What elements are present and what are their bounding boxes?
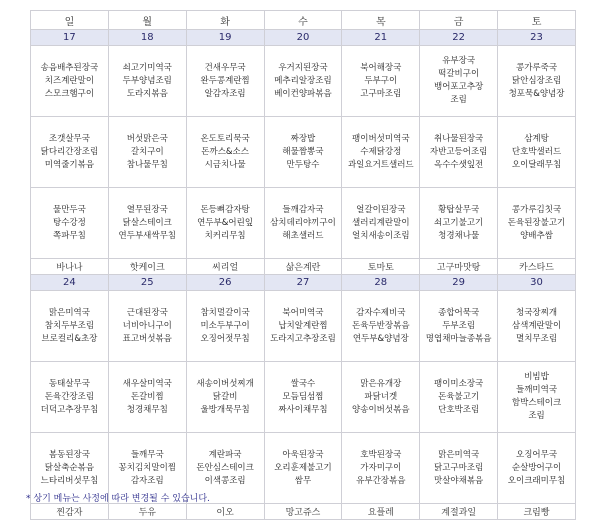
menu-item: 갈치구이 xyxy=(130,146,164,157)
meal-cell xyxy=(264,46,342,117)
meal-calendar xyxy=(30,10,576,520)
dessert-cell: 토마토 xyxy=(342,259,420,275)
meal-row xyxy=(31,291,576,362)
menu-item: 돈육간장조림 xyxy=(44,391,95,402)
menu-item: 완두콩계란찜 xyxy=(200,75,250,86)
meal-cell xyxy=(498,117,576,188)
menu-item: 삼계탕 xyxy=(524,133,549,144)
meal-cell xyxy=(420,362,498,433)
menu-item: 돈안심스테이크 xyxy=(196,462,254,473)
date-row xyxy=(31,275,576,291)
weekday-wed: 수 xyxy=(264,11,342,30)
menu-item: 참치두부조림 xyxy=(44,320,95,331)
menu-item: 오리훈제불고기 xyxy=(274,462,332,473)
menu-item: 치즈계란말이 xyxy=(44,75,95,86)
menu-item: 북어해장국 xyxy=(360,62,402,73)
meal-cell xyxy=(264,433,342,504)
meal-cell xyxy=(420,46,498,117)
meal-cell xyxy=(186,46,264,117)
menu-item: 오징어무국 xyxy=(516,449,558,460)
menu-item: 미소두부구이 xyxy=(200,320,250,331)
meal-cell xyxy=(342,117,420,188)
menu-item: 뱅어포고추장 xyxy=(434,82,484,92)
date-cell: 23 xyxy=(498,30,576,46)
menu-item: 송음배추된장국 xyxy=(40,62,99,73)
menu-item: 닭갈비 xyxy=(212,391,238,402)
meal-cell xyxy=(31,362,109,433)
meal-cell xyxy=(186,362,264,433)
date-cell: 29 xyxy=(420,275,498,291)
menu-item: 표고버섯볶음 xyxy=(122,333,172,344)
menu-item: 양송이버섯볶음 xyxy=(352,404,410,415)
menu-item: 콩가루죽국 xyxy=(516,62,558,73)
menu-item: 도라지고추장조림 xyxy=(270,333,336,344)
menu-item: 비빔밥 xyxy=(524,372,549,382)
dessert-cell: 망고쥬스 xyxy=(264,504,342,520)
meal-cell xyxy=(498,291,576,362)
meal-cell xyxy=(420,291,498,362)
menu-item: 도라지볶음 xyxy=(126,88,168,99)
menu-item: 닭다리간장조림 xyxy=(40,146,99,157)
menu-item: 명엽채마늘종볶음 xyxy=(425,333,492,344)
meal-cell xyxy=(31,188,109,259)
meal-cell xyxy=(342,188,420,259)
menu-item: 들깨미역국 xyxy=(516,385,558,395)
menu-item: 울방개묵무침 xyxy=(200,404,250,415)
meal-cell xyxy=(498,433,576,504)
menu-item: 돈육두반장볶음 xyxy=(352,320,410,331)
weekday-tue: 화 xyxy=(186,11,264,30)
meal-cell xyxy=(342,362,420,433)
dessert-cell: 계절과일 xyxy=(420,504,498,520)
menu-item: 수제닭강정 xyxy=(360,146,402,157)
menu-item: 팽이버섯미역국 xyxy=(352,133,410,144)
menu-item: 쇠고기미역국 xyxy=(122,62,172,73)
menu-item: 샐러리계란말이 xyxy=(352,217,410,228)
date-cell: 22 xyxy=(420,30,498,46)
menu-item: 유부장국 xyxy=(442,56,476,66)
menu-item: 맛살야채볶음 xyxy=(434,475,484,486)
weekday-header-row xyxy=(31,11,576,30)
menu-item: 옥수수샛잎전 xyxy=(434,159,484,170)
menu-item: 너비아니구이 xyxy=(122,320,172,331)
menu-item: 만두탕수 xyxy=(286,159,320,170)
menu-item: 꽁치김치말이찜 xyxy=(118,462,176,473)
menu-item: 치커리무침 xyxy=(204,230,246,241)
menu-item: 오이달래무침 xyxy=(511,159,562,170)
menu-item: 청경채무침 xyxy=(126,404,168,415)
date-cell: 28 xyxy=(342,275,420,291)
meal-cell xyxy=(186,291,264,362)
menu-item: 이색콩조림 xyxy=(204,475,246,486)
date-cell: 25 xyxy=(108,275,186,291)
menu-item: 베이컨양파볶음 xyxy=(274,88,332,99)
dessert-cell: 바나나 xyxy=(31,259,109,275)
menu-item: 청포묵&양념장 xyxy=(508,88,565,99)
menu-item: 팽이미소장국 xyxy=(434,378,484,389)
menu-item: 참나물무침 xyxy=(126,159,168,170)
meal-cell xyxy=(498,188,576,259)
meal-cell xyxy=(31,46,109,117)
meal-cell xyxy=(264,362,342,433)
date-cell: 24 xyxy=(31,275,109,291)
menu-item: 물만두국 xyxy=(52,204,86,215)
meal-cell xyxy=(264,117,342,188)
dessert-cell: 찐감자 xyxy=(31,504,109,520)
menu-item: 버섯맑은국 xyxy=(126,133,168,144)
calendar-table xyxy=(30,10,576,520)
menu-item: 쪽파무침 xyxy=(52,230,86,241)
menu-item: 짜장밥 xyxy=(290,133,316,144)
menu-item: 황탑살무국 xyxy=(438,204,480,215)
dessert-cell: 두유 xyxy=(108,504,186,520)
menu-item: 청국장찌개 xyxy=(516,307,558,318)
dessert-cell: 카스타드 xyxy=(498,259,576,275)
menu-item: 닭안심장조림 xyxy=(511,75,562,86)
meal-cell xyxy=(31,291,109,362)
menu-item: 북어미역국 xyxy=(282,307,324,318)
menu-item: 해초샐러드 xyxy=(282,230,324,241)
menu-item: 들깨감자국 xyxy=(282,204,324,215)
menu-item: 참치멀갈이국 xyxy=(200,307,250,318)
menu-item: 브로컬리&초장 xyxy=(41,333,98,344)
menu-item: 닭살스테이크 xyxy=(122,217,172,228)
menu-item: 떡갈비구이 xyxy=(438,69,480,79)
meal-cell xyxy=(186,117,264,188)
menu-item: 닭고구마조림 xyxy=(434,462,484,473)
menu-item: 종합어묵국 xyxy=(438,307,480,318)
menu-change-note xyxy=(26,491,210,504)
menu-item: 감자조림 xyxy=(130,475,164,486)
menu-item: 두부구이 xyxy=(364,75,398,86)
menu-item: 우거지된장국 xyxy=(278,62,328,73)
menu-item: 건새우무국 xyxy=(204,62,246,73)
menu-item: 맑은미역국 xyxy=(48,307,90,318)
menu-item: 돈육불고기 xyxy=(438,391,480,402)
menu-item: 삼색계란말이 xyxy=(511,320,562,331)
menu-item: 감자수제비국 xyxy=(356,307,406,318)
menu-item: 순살방어구이 xyxy=(511,462,562,473)
meal-cell xyxy=(498,46,576,117)
menu-item: 호박된장국 xyxy=(360,449,402,460)
dessert-cell: 크림빵 xyxy=(498,504,576,520)
meal-row xyxy=(31,117,576,188)
menu-item: 탕수강정 xyxy=(52,217,86,228)
meal-cell xyxy=(108,362,186,433)
meal-cell xyxy=(498,362,576,433)
dessert-cell: 핫케이크 xyxy=(108,259,186,275)
meal-row xyxy=(31,188,576,259)
menu-item: 멸치무조림 xyxy=(516,333,558,344)
menu-item: 돈육된장불고기 xyxy=(507,217,566,228)
meal-cell xyxy=(186,188,264,259)
menu-item: 연두부&어린잎 xyxy=(197,217,254,228)
menu-item: 근대된장국 xyxy=(126,307,168,318)
dessert-cell: 고구마맛탕 xyxy=(420,259,498,275)
weekday-sat: 토 xyxy=(498,11,576,30)
meal-cell xyxy=(31,117,109,188)
menu-item: 쌈무 xyxy=(294,475,312,486)
menu-item: 알감자조림 xyxy=(204,88,246,99)
date-row xyxy=(31,30,576,46)
meal-row xyxy=(31,46,576,117)
menu-item: 콩가루김칫국 xyxy=(511,204,562,215)
menu-item: 아욱된장국 xyxy=(282,449,324,460)
dessert-cell: 요플레 xyxy=(342,504,420,520)
dessert-cell: 이오 xyxy=(186,504,264,520)
menu-item: 얼갈이된장국 xyxy=(356,204,406,215)
menu-item: 돈갈비찜 xyxy=(130,391,164,402)
menu-item: 맑은미역국 xyxy=(438,449,480,460)
meal-cell xyxy=(342,46,420,117)
meal-cell xyxy=(108,117,186,188)
menu-item: 닭살축순볶음 xyxy=(44,462,95,473)
menu-item: 두부조림 xyxy=(442,320,476,331)
dessert-row xyxy=(31,504,576,520)
meal-cell xyxy=(108,46,186,117)
menu-item: 연두부새싹무침 xyxy=(118,230,176,241)
menu-item: 스모크햄구이 xyxy=(44,88,95,99)
menu-item: 파닭너겟 xyxy=(364,391,398,402)
menu-item: 동태살무국 xyxy=(48,378,90,389)
weekday-thu: 목 xyxy=(342,11,420,30)
dessert-cell: 씨리얼 xyxy=(186,259,264,275)
menu-item: 봄동된장국 xyxy=(48,449,90,460)
menu-item: 과일요거트샐러드 xyxy=(347,159,414,170)
weekday-sun: 일 xyxy=(31,11,109,30)
dessert-cell: 삶은계란 xyxy=(264,259,342,275)
menu-item: 함박스테이크 xyxy=(511,398,562,408)
menu-item: 맑은유개장 xyxy=(360,378,402,389)
menu-item: 쌀국수 xyxy=(290,378,316,389)
meal-cell xyxy=(264,188,342,259)
menu-item: 조갯살무국 xyxy=(48,133,90,144)
date-cell: 20 xyxy=(264,30,342,46)
meal-cell xyxy=(420,433,498,504)
menu-item: 연두부&양념장 xyxy=(352,333,409,344)
menu-item: 고구마조림 xyxy=(360,88,402,99)
date-cell: 27 xyxy=(264,275,342,291)
menu-item: 오징어젓무침 xyxy=(200,333,250,344)
menu-item: 자반고등어조림 xyxy=(429,146,488,157)
menu-item: 열무된장국 xyxy=(126,204,168,215)
menu-item: 들깨무국 xyxy=(130,449,164,460)
menu-item: 쇠고기불고기 xyxy=(434,217,484,228)
meal-cell xyxy=(108,291,186,362)
menu-item: 오이크래미무침 xyxy=(507,475,566,486)
menu-item: 해물짬뽕국 xyxy=(282,146,324,157)
date-cell: 18 xyxy=(108,30,186,46)
menu-item: 메추리알장조림 xyxy=(274,75,332,86)
menu-item: 얼치새송이조림 xyxy=(352,230,410,241)
meal-cell xyxy=(420,117,498,188)
date-cell: 17 xyxy=(31,30,109,46)
menu-item: 삼치데리야끼구이 xyxy=(270,217,336,228)
weekday-fri: 금 xyxy=(420,11,498,30)
menu-item: 새우살미역국 xyxy=(122,378,172,389)
calendar-body xyxy=(31,30,576,520)
menu-item: 양배추쌈 xyxy=(520,230,553,241)
menu-item: 미역줄기볶음 xyxy=(44,159,95,170)
date-cell: 30 xyxy=(498,275,576,291)
menu-item: 계란파국 xyxy=(208,449,242,460)
menu-item: 온도토리묵국 xyxy=(200,133,250,144)
menu-item: 취나물된장국 xyxy=(434,133,484,144)
note-text: 상기 메뉴는 사정에 따라 변경될 수 있습니다. xyxy=(33,494,210,504)
dessert-row xyxy=(31,259,576,275)
meal-cell xyxy=(342,433,420,504)
menu-item: 느타리버섯무침 xyxy=(40,475,99,486)
date-cell: 19 xyxy=(186,30,264,46)
menu-item: 유부간장볶음 xyxy=(356,475,406,486)
date-cell: 21 xyxy=(342,30,420,46)
menu-item: 시금치나물 xyxy=(204,159,246,170)
menu-item: 더덕고추장무침 xyxy=(40,404,99,415)
menu-item: 새송이버섯찌개 xyxy=(196,378,254,389)
menu-item: 납치알계란찜 xyxy=(278,320,328,331)
menu-item: 조림 xyxy=(528,411,545,421)
meal-cell xyxy=(342,291,420,362)
meal-row xyxy=(31,362,576,433)
menu-item: 단호박샐러드 xyxy=(511,146,562,157)
menu-item: 조림 xyxy=(450,95,467,105)
note-asterisk: * xyxy=(26,494,31,504)
meal-cell xyxy=(420,188,498,259)
date-cell: 26 xyxy=(186,275,264,291)
menu-item: 모듬딤섬찜 xyxy=(282,391,324,402)
meal-cell xyxy=(108,188,186,259)
weekday-mon: 월 xyxy=(108,11,186,30)
menu-item: 단호박조림 xyxy=(438,404,480,415)
menu-item: 짜사이채무침 xyxy=(278,404,328,415)
menu-item: 돈등뼈감자탕 xyxy=(200,204,250,215)
meal-cell xyxy=(264,291,342,362)
menu-item: 돈까스&소스 xyxy=(201,146,249,157)
menu-item: 가자미구이 xyxy=(360,462,402,473)
menu-item: 청경채나물 xyxy=(438,230,480,241)
menu-item: 두부양념조림 xyxy=(122,75,172,86)
